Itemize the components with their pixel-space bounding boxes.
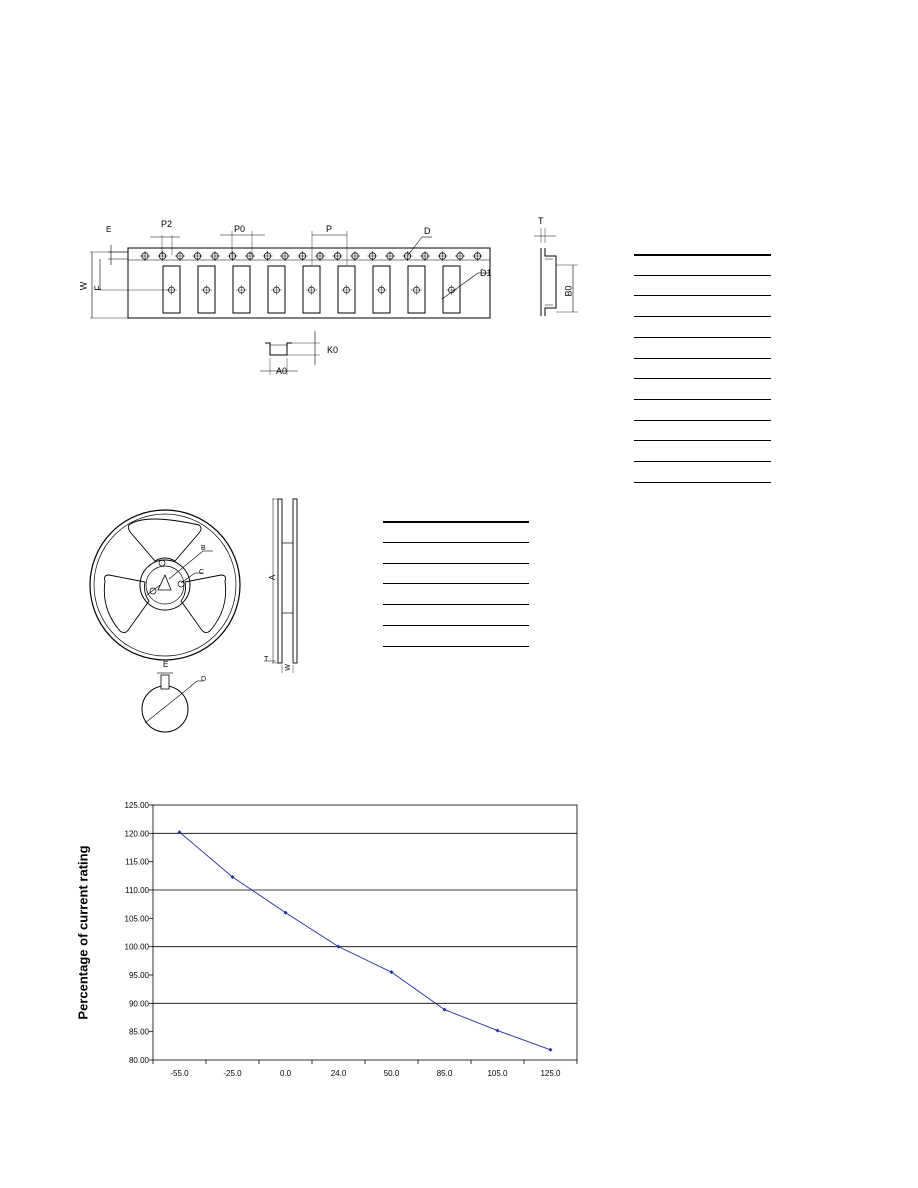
table-rule — [634, 482, 771, 483]
reel-label-E: E — [163, 660, 169, 669]
table-rule — [634, 295, 771, 296]
derating-line-chart — [120, 796, 590, 1086]
table-rule — [634, 316, 771, 317]
table-rule — [383, 583, 529, 584]
y-tick-label: 120.00 — [124, 829, 149, 839]
reel-label-A: A — [268, 574, 278, 581]
table-rule — [383, 542, 529, 543]
tape-label-B0: B0 — [563, 285, 574, 297]
component-pockets — [163, 266, 460, 313]
x-tick-label: 24.0 — [330, 1069, 347, 1078]
tape-label-P2: P2 — [161, 219, 173, 229]
x-tick-label: -55.0 — [170, 1069, 189, 1078]
table-rule — [634, 461, 771, 462]
sprocket-holes — [140, 251, 483, 261]
tape-label-A0: A0 — [276, 366, 288, 376]
reel-label-W: W — [284, 664, 292, 671]
reel-label-D: D — [201, 676, 207, 683]
table-rule — [383, 521, 529, 523]
table-rule — [634, 399, 771, 400]
table-rule — [634, 358, 771, 359]
y-tick-label: 125.00 — [124, 801, 149, 810]
tape-label-K0: K0 — [327, 345, 339, 355]
reel-side-view — [262, 495, 307, 675]
y-tick-label: 110.00 — [125, 886, 149, 895]
tape-label-E: E — [106, 225, 112, 234]
chart-y-axis-label: Percentage of current rating — [75, 845, 91, 1020]
y-tick-label: 115.00 — [125, 857, 149, 867]
reel-label-T: T — [264, 656, 269, 663]
y-tick-label: 85.00 — [128, 1027, 149, 1037]
x-tick-label: 50.0 — [383, 1069, 400, 1078]
table-rule — [634, 275, 771, 276]
reel-dimension-table — [383, 521, 529, 649]
table-rule — [634, 337, 771, 338]
y-tick-label: 105.00 — [124, 914, 149, 924]
reel-label-C: C — [199, 569, 205, 576]
tape-label-W: W — [78, 281, 89, 291]
table-rule — [634, 420, 771, 421]
tape-label-T: T — [538, 216, 544, 226]
tape-dimension-table — [634, 254, 771, 506]
tape-drawing — [70, 215, 510, 385]
reel-label-B: B — [201, 545, 206, 552]
x-tick-label: -25.0 — [223, 1069, 242, 1078]
tape-label-F: F — [92, 285, 103, 291]
y-tick-label: 80.00 — [128, 1056, 149, 1065]
tape-label-D: D — [424, 226, 431, 236]
table-rule — [634, 254, 771, 256]
tape-label-D1: D1 — [480, 268, 492, 278]
table-rule — [383, 563, 529, 564]
tape-side-view — [528, 228, 580, 323]
plot-area — [153, 805, 577, 1060]
table-rule — [383, 604, 529, 605]
y-tick-label: 90.00 — [128, 999, 149, 1009]
table-rule — [634, 440, 771, 441]
tape-label-P0: P0 — [234, 224, 246, 234]
x-tick-label: 125.0 — [540, 1069, 561, 1078]
table-rule — [383, 646, 529, 647]
x-tick-label: 105.0 — [487, 1069, 508, 1078]
table-rule — [634, 378, 771, 379]
x-tick-label: 85.0 — [436, 1069, 453, 1078]
x-tick-label: 0.0 — [279, 1069, 292, 1078]
y-tick-label: 100.00 — [124, 942, 149, 952]
table-rule — [383, 625, 529, 626]
tape-label-P: P — [326, 224, 333, 234]
y-tick-label: 95.00 — [128, 971, 149, 980]
